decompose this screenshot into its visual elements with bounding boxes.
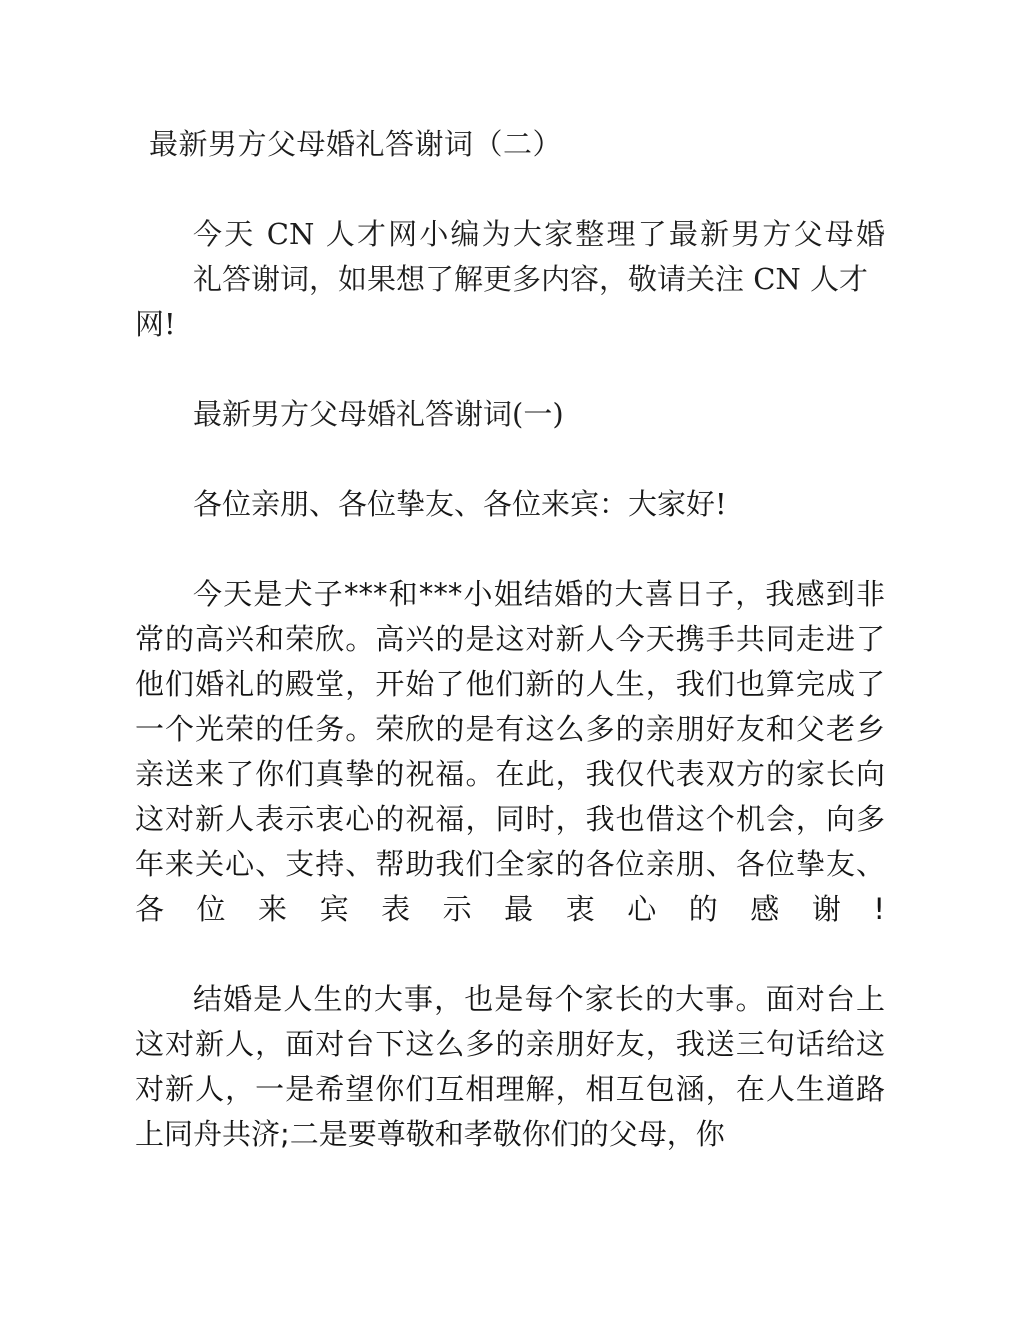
body-paragraph-three-sentences: 结婚是人生的大事，也是每个家长的大事。面对台上这对新人，面对台下这么多的亲朋好友，我送三句话给这对新人，一是希望你们互相理解，相互包涵，在人生道路上同舟共济;二是要尊敬和孝敬你们的父母，你 [135, 982, 885, 1151]
salutation-spacer [135, 527, 885, 572]
salutation-line: 各位亲朋、各位挚友、各位来宾：大家好! [193, 487, 727, 521]
intro-line-2: 礼答谢词，如果想了解更多内容，敬请关注 CN 人才网! [135, 262, 869, 341]
intro-line-1: 今天 CN 人才网小编为大家整理了最新男方父母婚 [193, 217, 885, 251]
page-title: 最新男方父母婚礼答谢词（二） [149, 127, 563, 161]
title-spacer [135, 167, 885, 212]
body-paragraph-gratitude: 今天是犬子***和***小姐结婚的大喜日子，我感到非常的高兴和荣欣。高兴的是这对新人今天携手共同走进了他们婚礼的殿堂，开始了他们新的人生，我们也算完成了一个光荣的任务。荣欣的是有这么多的亲朋好友和父老乡亲送来了你们真挚的祝福。在此，我仅代表双方的家长向这对新人表示衷心的祝福，同时，我也借这个机会，向多年来关心、支持、帮助我们全家的各位亲朋、各位挚友、各位来宾表示最衷心的感谢! [135, 577, 885, 926]
intro-spacer [135, 347, 885, 392]
subheading-spacer [135, 437, 885, 482]
section-subheading: 最新男方父母婚礼答谢词(一) [193, 397, 564, 431]
paragraph-spacer [135, 932, 885, 977]
text-column [135, 122, 885, 1157]
